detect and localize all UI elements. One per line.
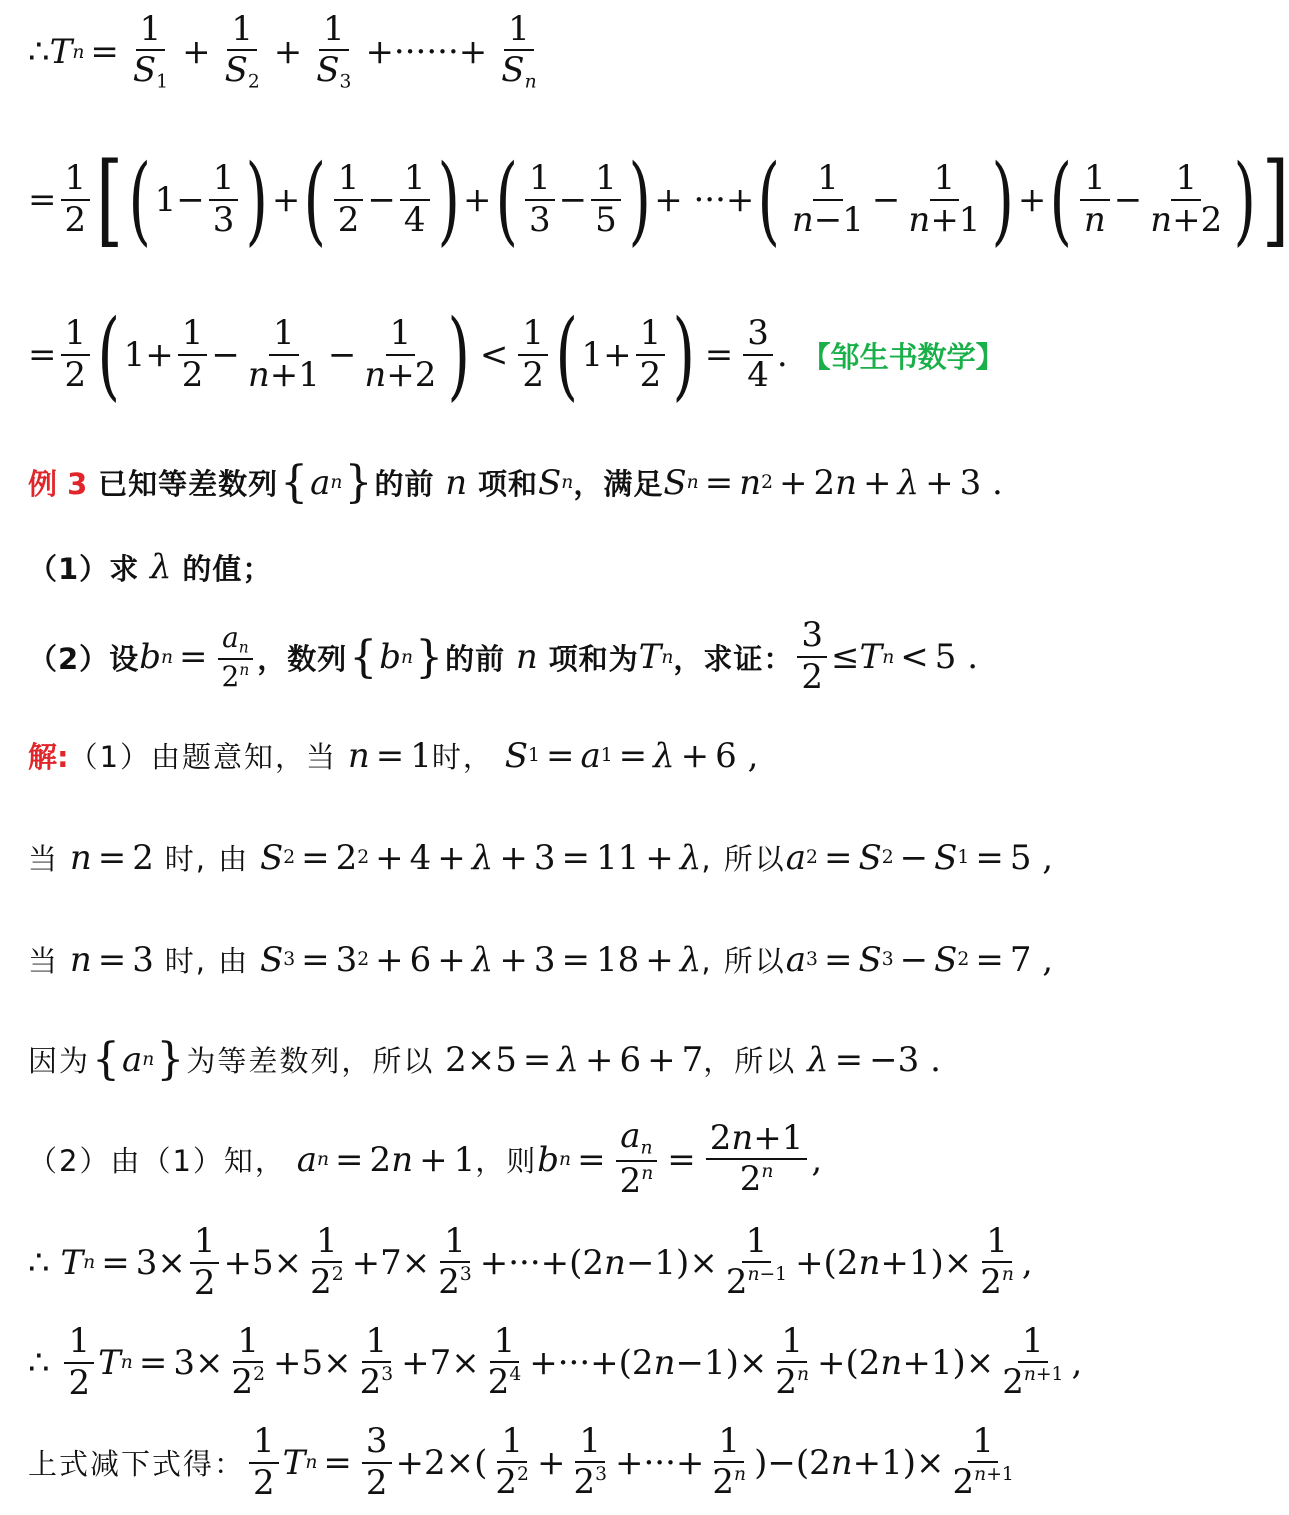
- therefore-symbol: ∴: [28, 32, 50, 72]
- solution-label: 解:: [28, 740, 69, 774]
- eq-tn-sum: ∴ T n = $\frac{1}{S_1}$ + $\frac{1}{S_2}$ + $\frac{1}{S_3}$ +······+ $\frac{1}{S_n}$: [28, 8, 537, 93]
- question-1: （1） 求 λ 的值；: [28, 547, 273, 587]
- solution-part-2: （2）由（1）知， a n = 2 n + 1 ，则 b n = $\frac{a_n}{2^n}$ = $\frac{2n+1}{2^n}$ ,: [28, 1116, 823, 1202]
- eq-half-tn-series: ∴ $\frac{1}{2}$ T n = 3× $\frac{1}{2^2}$ +5× $\frac{1}{2^3}$ +7× $\frac{1}{2^4}$ +···+(2 n −1)× $\frac{1}{2^n}$ +(2 n +1)× $\frac{1}{2^{n+1}}$ ,: [28, 1320, 1083, 1403]
- solution-n2: 当 n = 2 时, 由 S 2 = 2 2 + 4 + λ + 3 = 11 + λ , 所以 a 2 = S 2 − S 1 = 5 ,: [28, 837, 1054, 878]
- solution-n3: 当 n = 3 时, 由 S 3 = 3 2 + 6 + λ + 3 = 18 + λ , 所以 a 3 = S 3 − S 2 = 7 ,: [28, 939, 1054, 980]
- eq-bound: = $\frac{1}{2}$ ( 1+ $\frac{1}{2}$ − $\frac{1}{n+1}$ − $\frac{1}{n+2}$ ) < $\frac{1}{2}$ ( 1+ $\frac{1}{2}$ ) = $\frac{3}{4}$ . 【邹生书数学】: [28, 298, 1005, 411]
- question-2: （2） 设 b n = $\frac{a_n}{2^n}$ ，数列 { b n } 的前 n 项和为 T n ，求证： $\frac{3}{2}$ ≤ T n < 5 .: [28, 615, 979, 697]
- example-label: 例 3: [28, 467, 88, 501]
- eq-telescoping: = $\frac{1}{2}$ [ ( 1− $\frac{1}{3}$ ) + ( $\frac{1}{2}$ − $\frac{1}{4}$ ) + ( $\frac{1}{3}$ − $\frac{1}{5}$ ) + ···+ ( $\frac{1}{n-1}$ − $\frac{1}{n+1}$ ) + ( $\frac{1}{n}$ − $\frac{1}{n+2}$ ) ]: [28, 141, 1289, 258]
- example-3-statement: 例 3 已知等差数列 { a n } 的前 n 项和 S n ，满足 S n = n 2 + 2 n + λ + 3 .: [28, 457, 1003, 508]
- watermark-label: 【邹生书数学】: [801, 339, 1005, 374]
- solution-part-1: 解: （1）由题意知，当 n = 1 时， S 1 = a 1 = λ + 6 ,: [28, 735, 759, 776]
- eq-tn-series: ∴ T n = 3× $\frac{1}{2}$ +5× $\frac{1}{2^2}$ +7× $\frac{1}{2^3}$ +···+(2 n −1)× $\frac{1}{2^{n-1}}$ +(2 n +1)× $\frac{1}{2^n}$ ,: [28, 1220, 1033, 1303]
- eq-subtraction: 上式减下式得： $\frac{1}{2}$ T n = $\frac{3}{2}$ +2×( $\frac{1}{2^2}$ + $\frac{1}{2^3}$ +···+ $\frac{1}{2^n}$ )−(2 n +1)× $\frac{1}{2^{n+1}}$: [28, 1420, 1014, 1503]
- solution-lambda: 因为 { a n } 为等差数列，所以 2×5 = λ + 6 + 7 ，所以 λ = −3 .: [28, 1034, 941, 1085]
